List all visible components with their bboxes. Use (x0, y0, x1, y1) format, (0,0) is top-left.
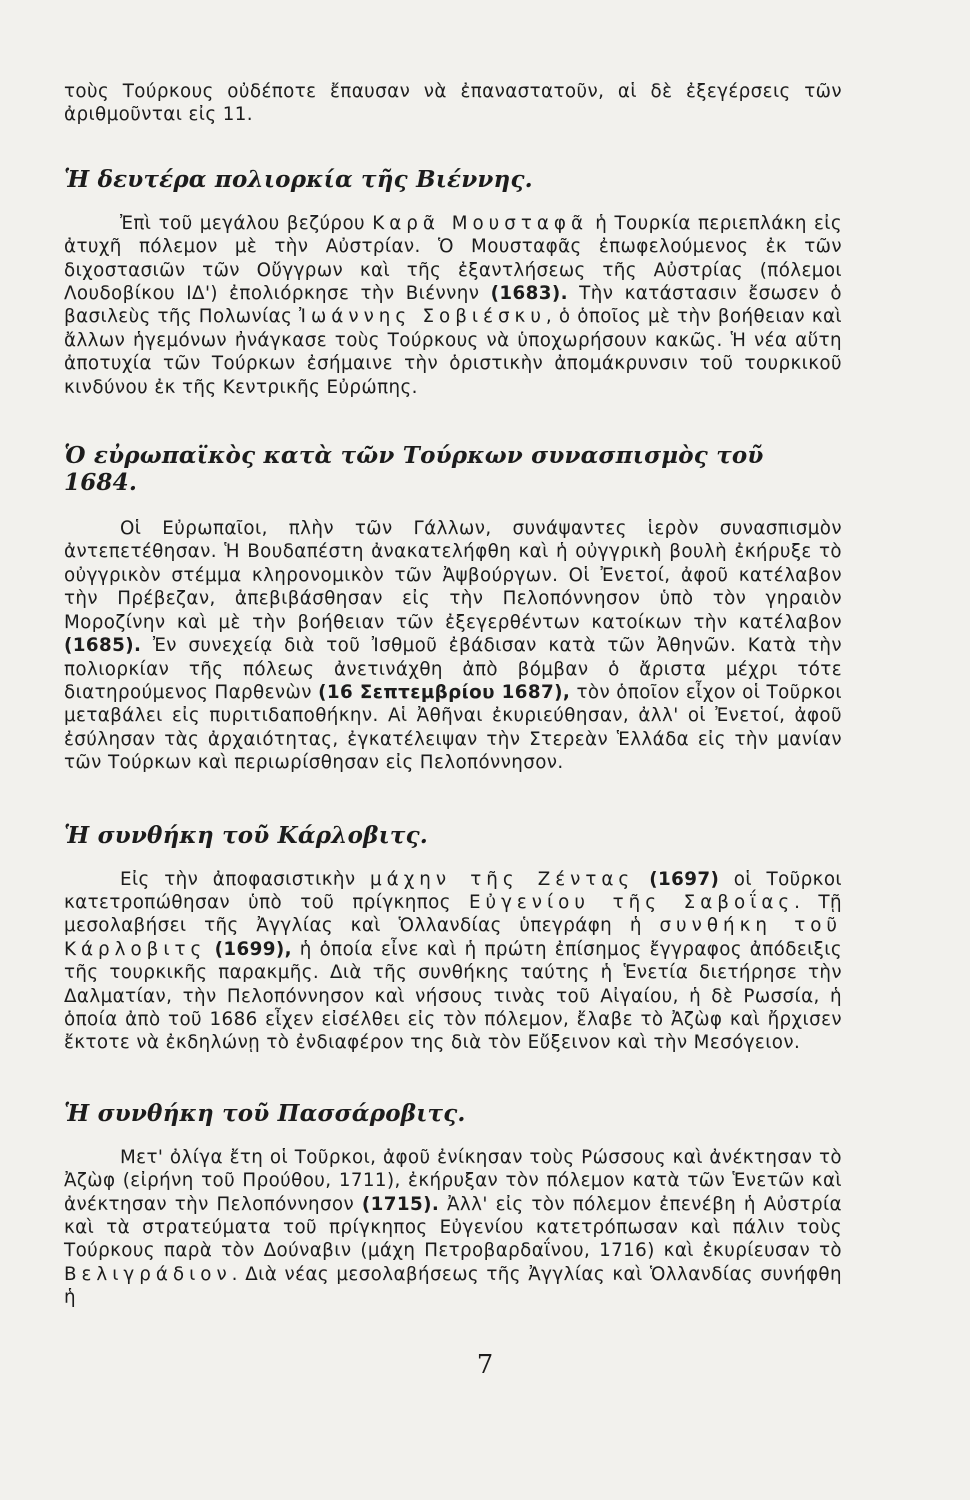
text-run: τὸν ὁποῖον εἶχον οἱ Τοῦρκοι μεταβάλει εἰς πυριτιδαποθήκην. Αἱ Ἀθῆναι ἐκυριεύθησαν, ἀλλ' οἱ Ἐνετοί, ἀφοῦ ἐσύλησαν τὰς ἀρχαιότητας, ἐγκατέλειψαν τὴν Στερεὰν Ἑλλάδα εἰς τὴν μανίαν τῶν Τούρκων καὶ περιωρίσθησαν εἰς Πελοπόννησον. (64, 681, 842, 774)
spaced-treaty-of-karlowitz: συνθήκη τοῦ Κάρλοβιτς (64, 915, 843, 960)
heading-treaty-passarowitz: Ἡ συνθήκη τοῦ Πασσάροβιτς. (64, 1099, 466, 1127)
spaced-name-kara-mustafa: Καρᾶ Μουσταφᾶ (372, 212, 589, 234)
bold-year-1715: (1715). (361, 1193, 440, 1215)
text-run: Ἐπὶ τοῦ μεγάλου βεζύρου (120, 212, 373, 234)
paragraph-treaty-passarowitz (64, 1146, 842, 1310)
spaced-name-belgrade: Βελιγράδιον (64, 1263, 232, 1285)
text-run: . Τῇ μεσολαβήσει τῆς Ἀγγλίας καὶ Ὁλλανδίας ὑπεγράφη ἡ (64, 891, 842, 937)
paragraph-second-siege (64, 212, 842, 399)
text-run: . Διὰ νέας μεσολαβήσεως τῆς Ἀγγλίας καὶ Ὁλλανδίας συνήφθη ἡ (64, 1263, 842, 1309)
bold-year-1685: (1685). (64, 635, 142, 657)
text-run: Τὴν κατάστασιν ἔσωσεν ὁ βασιλεὺς τῆς Πολωνίας (64, 283, 842, 328)
spaced-battle-of-zenta: μάχην τῆς Ζέντας (370, 868, 635, 890)
bold-year-1697: (1697) (634, 868, 720, 890)
page-number: 7 (476, 1350, 494, 1380)
paragraph-treaty-karlowitz (64, 868, 842, 1055)
bold-year-1699: (1699), (206, 938, 292, 960)
heading-second-siege-vienna: Ἡ δευτέρα πολιορκία τῆς Βιέννης. (64, 165, 533, 193)
spaced-name-eugene-of-savoy: Εὐγενίου τῆς Σαβοΐας (468, 891, 795, 913)
text-run: οἱ Τοῦρκοι κατετροπώθησαν ὑπὸ τοῦ πρίγκηπος (64, 868, 843, 913)
text-run: ἡ ὁποία εἶνε καὶ ἡ πρώτη ἐπίσημος ἔγγραφος ἀπόδειξις τῆς τουρκικῆς παρακμῆς. Διὰ τῆς συνθήκης ταύτης ἡ Ἑνετία διετήρησε τὴν Δαλματίαν, τὴν Πελοπόννησον καὶ νήσους τινὰς τοῦ Αἰγαίου, ἡ δὲ Ρωσσία, ἡ ὁποία ἀπὸ τοῦ 1686 εἶχεν εἰσέλθει εἰς τὸν πόλεμον, ἔλαβε τὸ Ἀζὼφ καὶ ἤρχισεν ἔκτοτε νὰ ἐκδηλώνῃ τὸ ἐνδιαφέρον της διὰ τὸν Εὔξεινον καὶ τὴν Μεσόγειον. (64, 938, 842, 1054)
text-run: Εἰς τὴν ἀποφασιστικὴν (120, 868, 371, 890)
bold-year-1683: (1683). (490, 283, 568, 305)
paragraph-european-coalition (64, 517, 842, 774)
text-run: Ἀλλ' εἰς τὸν πόλεμον ἐπενέβη ἡ Αὐστρία καὶ τὰ στρατεύματα τοῦ πρίγκηπος Εὐγενίου κατετρόπωσαν καὶ πάλιν τοὺς Τούρκους παρὰ τὸν Δούναβιν (μάχη Πετροβαρδαΐνου, 1716) καὶ ἐκυρίευσαν τὸ (64, 1193, 842, 1262)
text-run: Ἐν συνεχείᾳ διὰ τοῦ Ἰσθμοῦ ἐβάδισαν κατὰ τῶν Ἀθηνῶν. Κατὰ τὴν πολιορκίαν τῆς πόλεως ἀνετινάχθη ἀπὸ βόμβαν ὁ ἄριστα μέχρι τότε διατηρούμενος Παρθενὼν (64, 635, 842, 703)
heading-european-coalition-1684: Ὁ εὐρωπαϊκὸς κατὰ τῶν Τούρκων συνασπισμὸς τοῦ 1684. (64, 442, 764, 497)
spaced-name-sobieski: Ἰωάννης Σοβιέσκυ (299, 306, 546, 328)
text-run: , ὁ ὁποῖος μὲ τὴν βοήθειαν καὶ ἄλλων ἡγεμόνων ἠνάγκασε τοὺς Τούρκους νὰ ὑποχωρήσουν κακῶς. Ἡ νέα αὕτη ἀποτυχία τῶν Τούρκων ἐσήμαινε τὴν ὁριστικὴν ἀπομάκρυνσιν τοῦ τουρκικοῦ κινδύνου ἐκ τῆς Κεντρικῆς Εὐρώπης. (64, 306, 843, 398)
text-run: ἡ Τουρκία περιεπλάκη εἰς ἀτυχῆ πόλεμον μὲ τὴν Αὐστρίαν. Ὁ Μουσταφᾶς ἐπωφελούμενος ἐκ τῶν διχοστασιῶν τῶν Οὔγγρων καὶ τῆς ἐξαντλήσεως τῆς Αὐστρίας (πόλεμοι Λουδοβίκου ΙΔ') ἐπολιόρκησε τὴν Βιέννην (64, 212, 843, 305)
paragraph-intro (64, 80, 842, 127)
heading-treaty-karlowitz: Ἡ συνθήκη τοῦ Κάρλοβιτς. (64, 821, 429, 849)
text-run: Μετ' ὀλίγα ἔτη οἱ Τοῦρκοι, ἀφοῦ ἐνίκησαν τοὺς Ρώσσους καὶ ἀνέκτησαν τὸ Ἀζὼφ (εἰρήνη τοῦ Προύθου, 1711), ἐκήρυξαν τὸν πόλεμον κατὰ τῶν Ἑνετῶν καὶ ἀνέκτησαν τὴν Πελοπόννησον (64, 1146, 842, 1215)
intro-text: τοὺς Τούρκους οὐδέποτε ἔπαυσαν νὰ ἐπαναστατοῦν, αἱ δὲ ἐξεγέρσεις τῶν ἀριθμοῦνται εἰς 11. (64, 81, 842, 126)
text-run: Οἱ Εὐρωπαῖοι, πλὴν τῶν Γάλλων, συνάψαντες ἱερὸν συνασπισμὸν ἀντεπετέθησαν. Ἡ Βουδαπέστη ἀνακατελήφθη καὶ ἡ οὐγγρικὴ βουλὴ ἐκήρυξε τὸ οὐγγρικὸν στέμμα κληρονομικὸν τῶν Ἀψβούργων. Οἱ Ἐνετοί, ἀφοῦ κατέλαβον τὴν Πρέβεζαν, ἀπεβιβάσθησαν εἰς τὴν Πελοπόννησον ὑπὸ τὸν γηραιὸν Μοροζίνην καὶ μὲ τὴν βοήθειαν τῶν ἐξεγερθέντων κατοίκων τὴν κατέλαβον (64, 518, 842, 633)
bold-date-1687: (16 Σεπτεμβρίου 1687), (318, 681, 571, 703)
